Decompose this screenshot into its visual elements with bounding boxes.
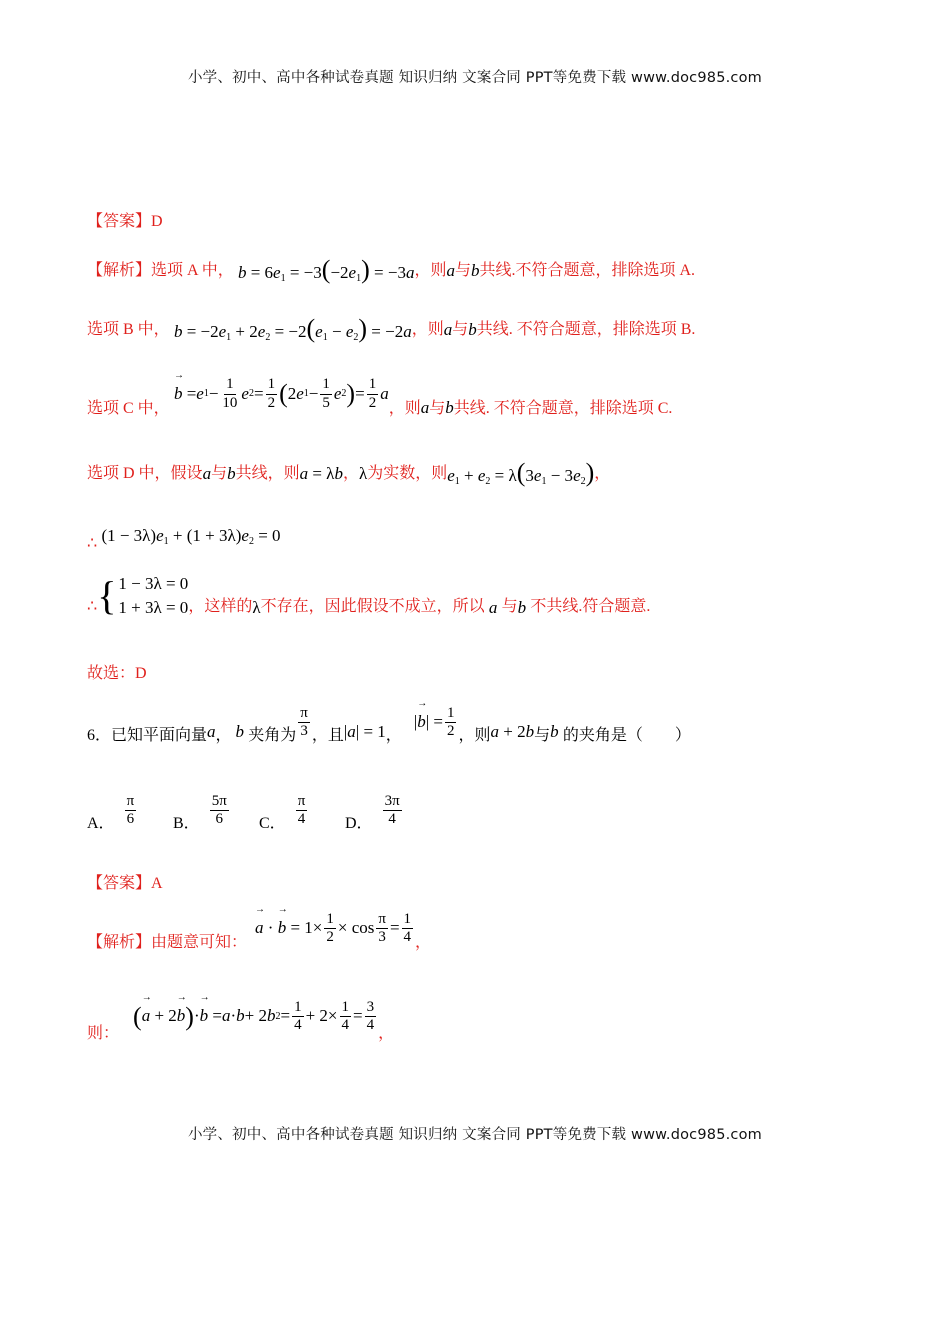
q5-analysis-b <box>87 316 890 344</box>
vector-b: b <box>445 398 454 417</box>
option-d-intro: 选项 D 中，假设 <box>87 465 203 483</box>
option-b-intro: 选项 B 中， <box>87 321 170 339</box>
option-c-conclude: ，则 <box>388 399 421 417</box>
option-b[interactable]: B． $\frac{5\pi}{6}$ <box>173 792 227 832</box>
option-d[interactable]: D． $\frac{3\pi}{4}$ <box>345 792 400 832</box>
vector-a: a <box>202 463 212 483</box>
q6-analysis-1 <box>87 905 890 952</box>
yu-text: 与 <box>429 399 446 417</box>
option-d-equation: $e_1 + e_2 = \lambda(3e_1 - 3e_2)$ <box>447 458 595 487</box>
lambda-symbol: λ <box>358 463 368 483</box>
vector-a: a <box>443 319 453 339</box>
option-c-intro: 选项 C 中， <box>87 399 170 417</box>
q5-answer: 【答案】D <box>87 213 163 230</box>
norm-b: | → b | = $\frac{1}{2}$ <box>414 705 459 741</box>
q6-stem-a: 6．已知平面向量 <box>87 727 208 744</box>
option-a-tail: 共线.不符合题意，排除选项 A. <box>479 262 696 280</box>
q5-analysis-c <box>87 370 890 418</box>
norm-a: |a| = 1 <box>343 722 386 742</box>
vector-a: a <box>488 598 498 617</box>
lambda-symbol: λ <box>252 598 261 617</box>
option-b-tail: 共线. 不符合题意，排除选项 B. <box>476 321 696 339</box>
vector-b: b <box>470 260 480 280</box>
option-c-tail: 共线. 不符合题意，排除选项 C. <box>453 399 673 417</box>
option-c-formula: → b = e 1 − $\frac{1}{10}$ e 2 = $\frac{1}{2}$ ( 2 e 1 − $\frac{1}{5}$ e 2 ) = $\frac{1}{2}$ a <box>170 376 389 412</box>
q6-options <box>87 788 890 833</box>
q6-answer: 【答案】A <box>87 875 163 892</box>
vector-b: b <box>517 598 527 617</box>
vector-b: b <box>227 463 236 483</box>
vector-a: a <box>207 722 216 742</box>
expansion-formula: ( → a + 2 → b ) · → b = a · b + 2 b 2 = $\frac{1}{4}$ + 2× $\frac{1}{4}$ = $\frac{3}{4}$ <box>133 999 378 1035</box>
q5-therefore-2 <box>87 574 890 618</box>
q5-analysis-a <box>87 257 890 285</box>
vector-b: b <box>468 319 477 339</box>
option-b-formula: $b = -2e_1 + 2e_2 = -2(e_1 - e_2) = -2a$ <box>173 314 412 343</box>
lambda-relation: a = λb <box>299 463 343 483</box>
option-a-intro: 选项 A 中， <box>151 262 234 280</box>
yu-text: 与 <box>211 465 228 483</box>
q5-therefore-1 <box>87 520 890 553</box>
yu-text: 与 <box>501 597 518 615</box>
comma: ， <box>378 1025 395 1042</box>
comma: ， <box>415 934 432 951</box>
q6-then: 则： <box>87 1025 120 1042</box>
q6-stem-d: ，则 <box>458 727 491 744</box>
vector-b: b <box>235 722 245 742</box>
yu-text: 与 <box>452 321 469 339</box>
angle-pi-3: $\frac{\pi}{3}$ <box>300 704 308 740</box>
option-b-conclude: ，则 <box>411 321 444 339</box>
option-d-gongxian: 共线，则 <box>235 465 300 483</box>
equation-system: { 1 − 3λ = 0 1 + 3λ = 0 <box>97 573 189 619</box>
q6-stem: 6．已知平面向量 a ， b 夹角为 $\frac{\pi}{3}$ ，且 |a| = 1 ， | → b | = $\frac{1}{2}$ ，则 a + 2b 与 b 的夹角是（ ） <box>87 700 890 745</box>
option-c[interactable]: C． $\frac{\pi}{4}$ <box>259 792 306 832</box>
page-header: 小学、初中、高中各种试卷真题 知识归纳 文案合同 PPT等免费下载 www.doc985.com <box>187 70 763 86</box>
system-tail-3: 不共线.符合题意. <box>530 597 651 615</box>
option-a[interactable]: A． $\frac{\pi}{6}$ <box>87 792 135 832</box>
coefficient-equation: $(1 - 3\lambda)e_1 + (1 + 3\lambda)e_2 = 0$ <box>97 525 281 547</box>
q6-stem-f: 的夹角是（ ） <box>562 727 691 744</box>
expr-a-plus-2b: a + 2b <box>490 722 535 742</box>
q5-analysis-d <box>87 460 890 488</box>
vector-a: a <box>420 398 430 417</box>
option-a-formula: $b = 6e_1 = -3(-2e_1) = -3a$ <box>237 255 415 284</box>
option-a-conclude: ，则 <box>414 262 447 280</box>
option-d-lambda: 为实数，则 <box>367 465 448 483</box>
q6-analysis-label: 【解析】由题意可知： <box>87 934 248 951</box>
page-footer: 小学、初中、高中各种试卷真题 知识归纳 文案合同 PPT等免费下载 www.doc985.com <box>187 1127 763 1143</box>
q6-stem-e: 与 <box>534 727 551 744</box>
q5-conclusion: 故选：D <box>87 665 147 682</box>
dot-product-formula: → a · → b = 1× $\frac{1}{2}$ × cos $\frac{\pi}{3}$ = $\frac{1}{4}$ <box>255 911 415 947</box>
system-tail-1: ，这样的 <box>188 597 253 615</box>
therefore-symbol: ∴ <box>87 597 98 615</box>
q6-stem-c: ，且 <box>311 727 344 744</box>
q6-stem-b: 夹角为 <box>248 727 297 744</box>
comma: ， <box>342 465 359 483</box>
yu-text: 与 <box>454 262 471 280</box>
comma: ， <box>594 465 611 483</box>
vector-a: a <box>446 260 455 280</box>
system-tail-2: 不存在，因此假设不成立，所以 <box>260 597 485 615</box>
therefore-symbol: ∴ <box>87 535 98 552</box>
q6-analysis-2 <box>87 990 890 1043</box>
vector-b: b <box>550 722 559 742</box>
analysis-label: 【解析】 <box>87 262 152 280</box>
